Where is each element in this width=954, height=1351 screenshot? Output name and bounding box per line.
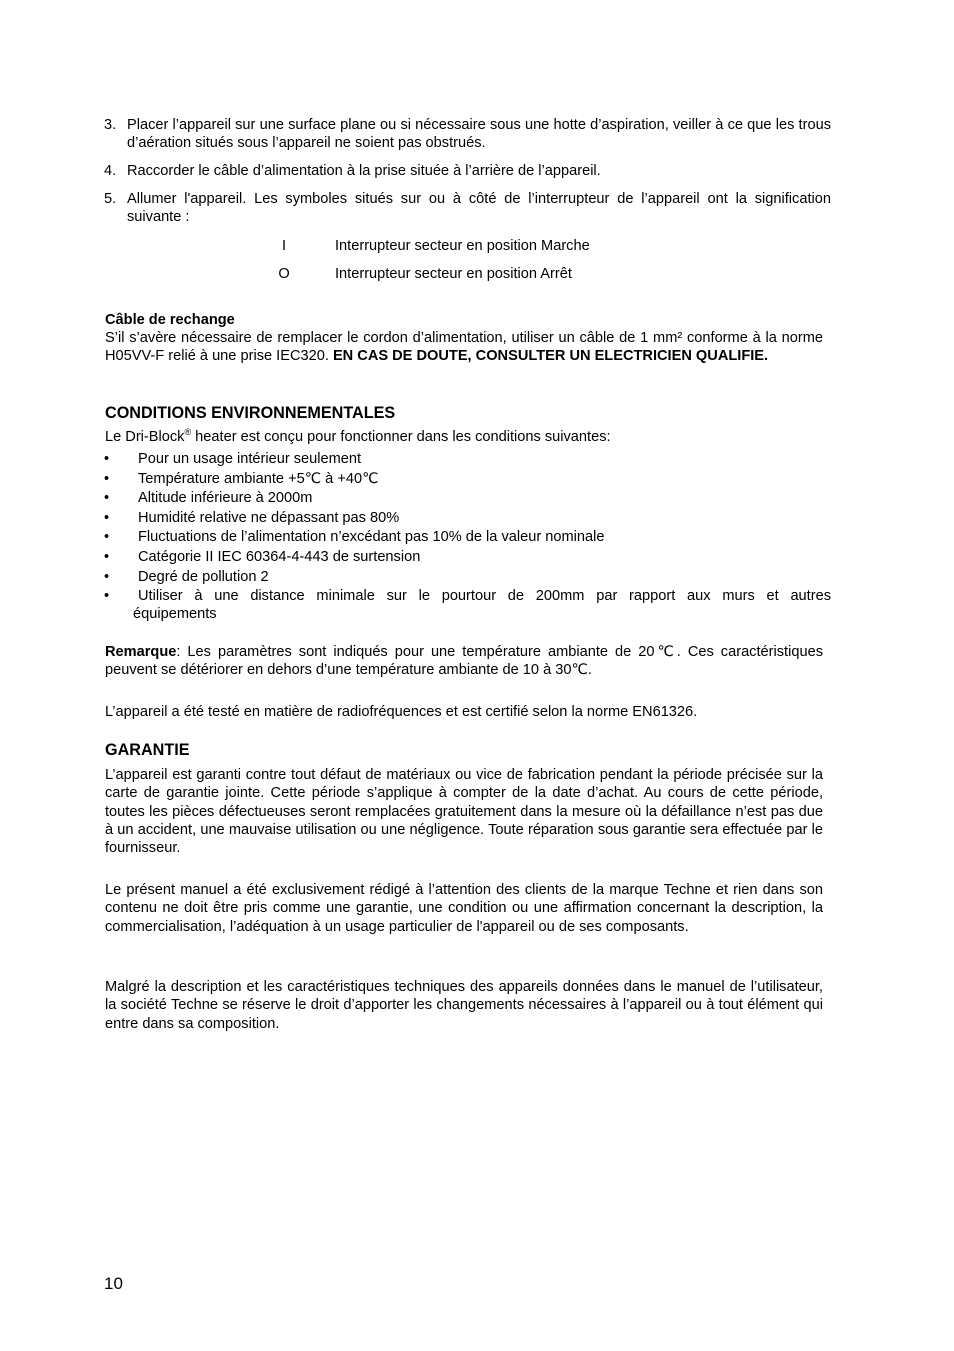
env-heading: CONDITIONS ENVIRONNEMENTALES xyxy=(105,404,396,422)
list-item-text: Humidité relative ne dépassant pas 80% xyxy=(138,509,400,526)
cable-heading: Câble de rechange xyxy=(105,312,235,328)
warranty-paragraph-1: L’appareil est garanti contre tout défaut de matériaux ou vice de fabrication pendant la période précisée sur la carte de garantie jointe. Cette période s’applique à compter de la date d’achat. Au cours de cette période, toutes les pièces défectueuses seront remplacées gratuitement dans la mesure où la défaillance n’est pas due à un accident, une mauvaise utilisation ou une négligence. Toute réparation sous garantie sera effectuée par le fournisseur. xyxy=(105,767,823,857)
env-intro-before: Le Dri-Block xyxy=(105,429,185,445)
list-item xyxy=(104,489,831,509)
radio-statement: L’appareil a été testé en matière de radiofréquences et est certifié selon la norme EN61326. xyxy=(105,704,698,720)
list-item xyxy=(104,568,831,588)
env-intro xyxy=(105,428,823,446)
cable-text: S’il s’avère nécessaire de remplacer le cordon d’alimentation, utiliser un câble de 1 mm² conforme à la norme H05VV-F relié à une prise IEC320. xyxy=(105,330,823,365)
list-item xyxy=(104,509,831,529)
registered-mark: ® xyxy=(184,427,192,437)
note-label: Remarque xyxy=(105,644,177,660)
bullet-icon: • xyxy=(104,568,110,585)
list-item-text: Température ambiante +5℃ à +40℃ xyxy=(138,470,379,487)
warranty-paragraph-3: Malgré la description et les caractéristiques techniques des appareils données dans le manuel de l’utilisateur, la société Techne se réserve le droit d’apporter les changements nécessaires à l’appareil ou à tout élément qui entre dans sa composition. xyxy=(105,979,823,1032)
list-item xyxy=(104,528,831,548)
list-item xyxy=(104,470,831,490)
warranty-heading: GARANTIE xyxy=(105,741,190,759)
env-note xyxy=(105,643,823,680)
env-intro-after: heater est conçu pour fonctionner dans les conditions suivantes: xyxy=(191,429,611,445)
list-item-text: Degré de pollution 2 xyxy=(138,568,269,585)
step-4 xyxy=(104,162,831,180)
symbol-off: O xyxy=(278,266,290,282)
step-5 xyxy=(104,190,831,227)
warranty-paragraph-2: Le présent manuel a été exclusivement rédigé à l’attention des clients de la marque Techne et rien dans son contenu ne doit être pris comme une garantie, une condition ou une affirmation concernant la description, la commercialisation, l’adéquation à un usage particulier de l'appareil ou de ses composants. xyxy=(105,882,823,935)
symbol-on-description: Interrupteur secteur en position Marche xyxy=(335,238,590,254)
note-text: : Les paramètres sont indiqués pour une température ambiante de 20℃. Ces caractéristiques peuvent se détériorer en dehors d’une température ambiante de 10 à 30℃. xyxy=(105,644,823,679)
list-item-text-continued: équipements xyxy=(133,606,217,623)
step-number: 3. xyxy=(104,117,117,133)
page-number: 10 xyxy=(104,1274,123,1293)
env-bullet-list xyxy=(104,450,831,624)
step-number: 5. xyxy=(104,191,117,207)
bullet-icon: • xyxy=(104,548,110,565)
bullet-icon: • xyxy=(104,588,110,605)
bullet-icon: • xyxy=(104,490,110,507)
bullet-icon: • xyxy=(104,529,110,546)
step-text: Allumer l'appareil. Les symboles situés sur ou à côté de l’interrupteur de l’appareil ont la signification suivante : xyxy=(127,191,831,226)
symbol-on: I xyxy=(281,238,287,254)
list-item xyxy=(104,587,831,624)
cable-warning: EN CAS DE DOUTE, CONSULTER UN ELECTRICIEN QUALIFIE. xyxy=(332,348,769,365)
step-number: 4. xyxy=(104,163,117,179)
bullet-icon: • xyxy=(104,451,110,467)
list-item xyxy=(104,548,831,568)
list-item-text: Pour un usage intérieur seulement xyxy=(138,451,362,467)
symbol-off-description: Interrupteur secteur en position Arrêt xyxy=(335,266,572,282)
list-item-text: Fluctuations de l’alimentation n’excédant pas 10% de la valeur nominale xyxy=(138,529,605,546)
step-3 xyxy=(104,116,831,153)
step-text: Placer l’appareil sur une surface plane ou si nécessaire sous une hotte d’aspiration, veiller à ce que les trous d’aération situés sous l’appareil ne soient pas obstrués. xyxy=(127,117,831,152)
list-item-text: Altitude inférieure à 2000m xyxy=(138,490,313,507)
bullet-icon: • xyxy=(104,470,110,487)
list-item-text: Catégorie II IEC 60364-4-443 de surtension xyxy=(138,548,421,565)
bullet-icon: • xyxy=(104,509,110,526)
list-item-text: Utiliser à une distance minimale sur le pourtour de 200mm par rapport aux murs et autres xyxy=(138,588,831,605)
step-text: Raccorder le câble d’alimentation à la prise située à l’arrière de l’appareil. xyxy=(127,163,601,179)
list-item xyxy=(104,450,831,470)
cable-paragraph xyxy=(105,329,823,366)
